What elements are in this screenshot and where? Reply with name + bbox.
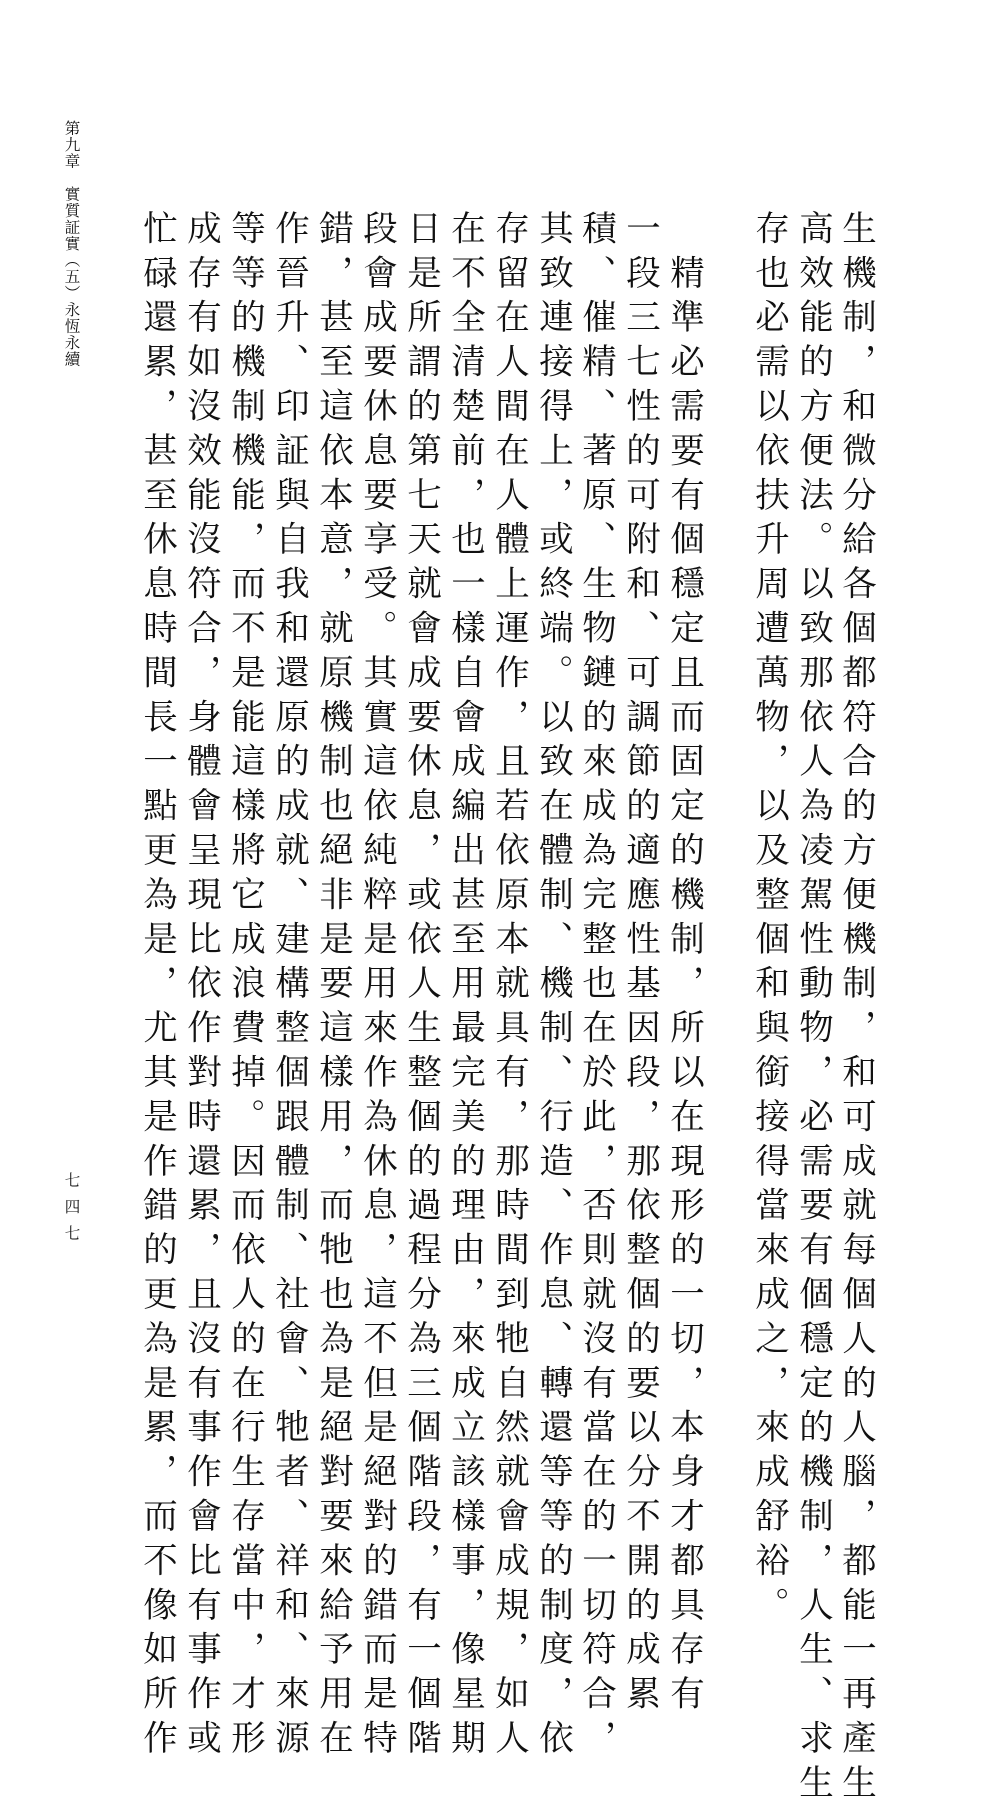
body-line: 存也必需以依扶升周遭萬物，以及整個和與銜接得當來成之，來成舒裕。 (748, 210, 789, 1631)
body-line: 成存有如沒效能沒符合，身體會呈現比依作對時還累，且沒有事作會比有事作或 (180, 210, 221, 1764)
body-line: 段會成要休息要享受。其實這依純粹是用來作為休息，這不但是絕對的錯而是特 (356, 210, 397, 1764)
body-line: 錯，甚至這依本意，就原機制也絕非是要這樣用，而牠也為是絕對要來給予用在 (312, 210, 353, 1764)
body-line: 等等的機制機能，而不是能這樣將它成浪費掉。因而依人的在行生存當中，才形 (224, 210, 265, 1764)
body-line: 存留在人間在人體上運作，且若依原本就具有，那時間到牠自然就會成規，如人 (488, 210, 529, 1764)
body-line: 日是所謂的第七天就會成要休息，或依人生整個的過程分為三個階段，有一個階 (400, 210, 441, 1764)
body-line: 忙碌還累，甚至休息時間長一點更為是，尤其是作錯的更為是累，而不像如所作 (136, 210, 177, 1764)
body-line: 積、催精、著原、生物鏈的來成為完整也在於此，否則就沒有當在的一切符合， (575, 210, 616, 1764)
body-line: 在不全清楚前，也一樣自會成編出甚至用最完美的理由，來成立該樣事，像星期 (444, 210, 485, 1764)
body-line: 作晉升、印証與自我和還原的成就、建構整個跟體制、社會、牠者、祥和、來源 (268, 210, 309, 1764)
running-header: 第九章 實質証實（五）永恆永續 (62, 120, 81, 368)
body-line: 精準必需要有個穩定且而固定的機制，所以在現形的一切，本身才都具存有 (663, 210, 704, 1720)
body-line: 高效能的方便法。以致那依人為凌駕性動物，必需要有個穩定的機制，人生、求生 (792, 210, 833, 1808)
page-number: 七四七 (62, 1172, 81, 1252)
body-line: 生機制，和微分給各個都符合的方便機制，和可成就每個人的人腦，都能一再產生 (835, 210, 876, 1808)
body-line: 一段三七性的可附和、可調節的適應性基因段，那依整個的要以分不開的成累 (619, 210, 660, 1720)
body-line: 其致連接得上，或終端。以致在體制、機制、行造、作息、轉還等等的制度，依 (532, 210, 573, 1764)
